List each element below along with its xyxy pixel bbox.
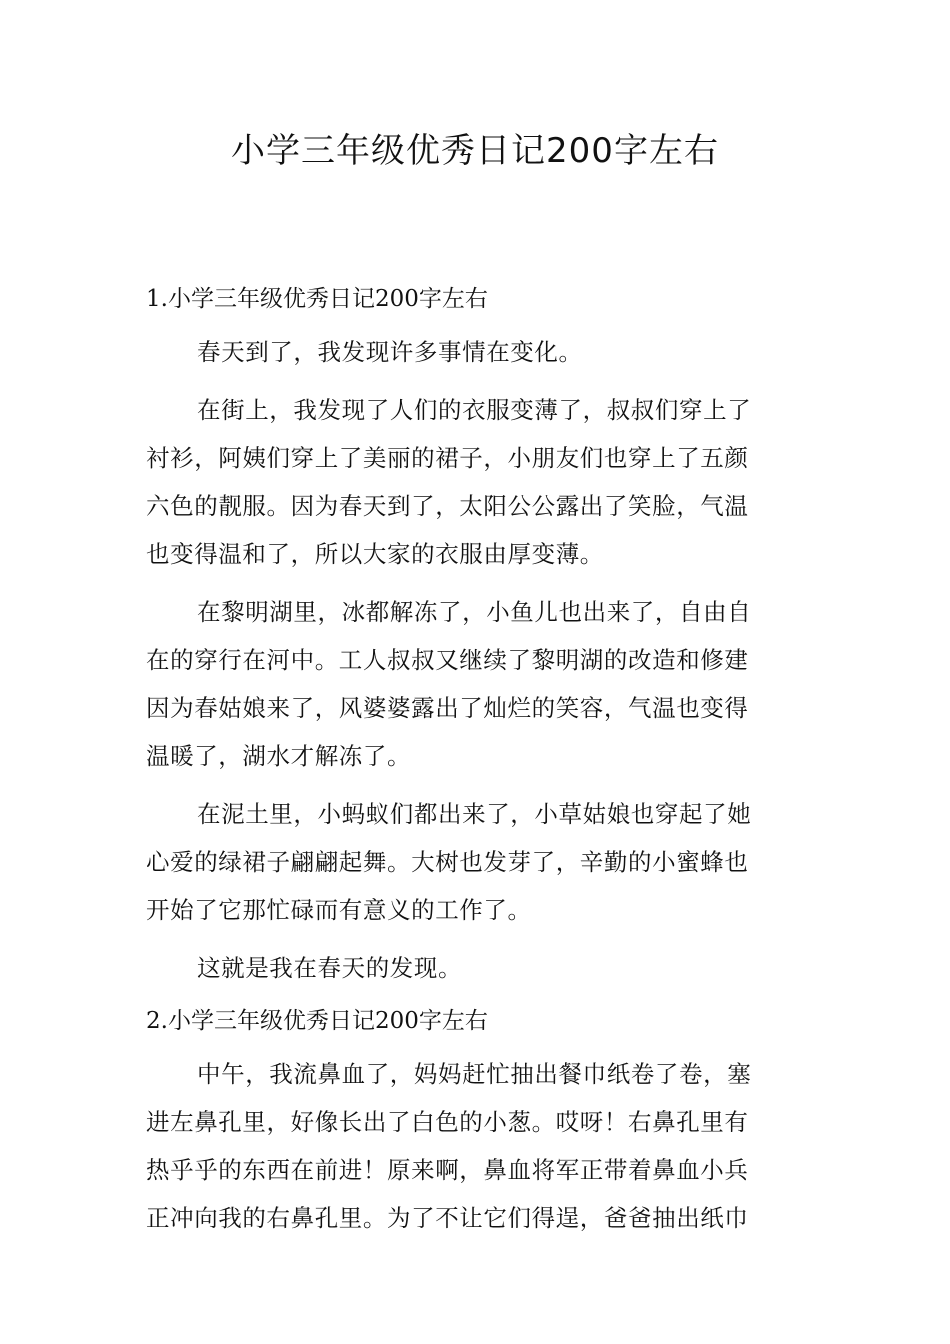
text-line: 这就是我在春天的发现。 xyxy=(197,954,463,982)
text-line: 进左鼻孔里，好像长出了白色的小葱。哎呀！右鼻孔里有 xyxy=(146,1108,749,1136)
text-line: 在黎明湖里，冰都解冻了，小鱼儿也出来了，自由自 xyxy=(197,598,752,626)
document-body xyxy=(146,280,810,1252)
text-line: 热乎乎的东西在前进！原来啊，鼻血将军正带着鼻血小兵 xyxy=(146,1156,749,1184)
document-title: 小学三年级优秀日记200字左右 xyxy=(231,131,719,171)
text-line: 六色的靓服。因为春天到了，太阳公公露出了笑脸，气温 xyxy=(146,492,749,520)
text-line: 衬衫，阿姨们穿上了美丽的裙子，小朋友们也穿上了五颜 xyxy=(146,444,749,472)
text-line: 开始了它那忙碌而有意义的工作了。 xyxy=(146,896,532,924)
paragraph xyxy=(146,1050,810,1242)
text-line: 温暖了，湖水才解冻了。 xyxy=(146,742,412,770)
text-line: 因为春姑娘来了，风婆婆露出了灿烂的笑容，气温也变得 xyxy=(146,694,749,722)
paragraph xyxy=(146,588,810,780)
paragraph xyxy=(146,790,810,934)
text-line: 中午，我流鼻血了，妈妈赶忙抽出餐巾纸卷了卷，塞 xyxy=(197,1060,752,1088)
text-line: 在的穿行在河中。工人叔叔又继续了黎明湖的改造和修建 xyxy=(146,646,749,674)
section-heading: 1.小学三年级优秀日记200字左右 xyxy=(146,286,488,312)
text-line: 正冲向我的右鼻孔里。为了不让它们得逞，爸爸抽出纸巾 xyxy=(146,1204,749,1232)
paragraph xyxy=(146,386,810,578)
text-line: 心爱的绿裙子翩翩起舞。大树也发芽了，辛勤的小蜜蜂也 xyxy=(146,848,749,876)
paragraph xyxy=(146,328,810,376)
diary-section-2 xyxy=(146,1002,810,1242)
text-line: 在街上，我发现了人们的衣服变薄了，叔叔们穿上了 xyxy=(197,396,752,424)
paragraph xyxy=(146,944,810,992)
text-line: 也变得温和了，所以大家的衣服由厚变薄。 xyxy=(146,540,604,568)
text-line: 在泥土里，小蚂蚁们都出来了，小草姑娘也穿起了她 xyxy=(197,800,752,828)
text-line: 春天到了，我发现许多事情在变化。 xyxy=(197,338,583,366)
diary-section-1 xyxy=(146,280,810,992)
section-heading: 2.小学三年级优秀日记200字左右 xyxy=(146,1008,488,1034)
